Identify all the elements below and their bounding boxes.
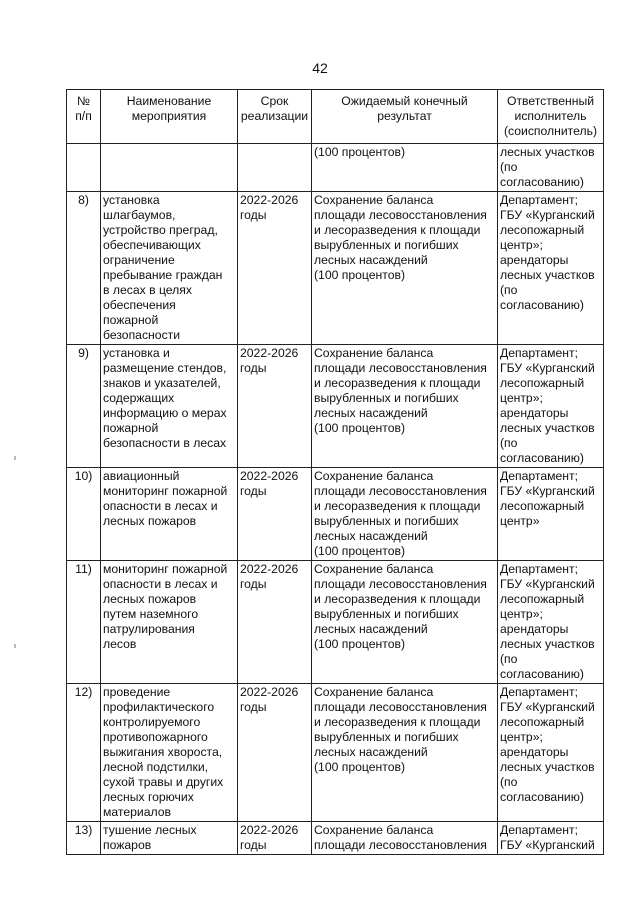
table-row — [67, 561, 604, 684]
row-term: 2022-2026 годы — [238, 468, 312, 561]
row-event-name: авиационный мониторинг пожарной опасности в лесах и лесных пожаров — [101, 468, 238, 561]
row-expected-result: Сохранение баланса площади лесовосстановления и лесоразведения к площади вырубленных и погибших лесных насаждений (100 процентов) — [312, 561, 498, 684]
header-expected-result: Ожидаемый конечный результат — [312, 90, 498, 144]
row-event-name: установка и размещение стендов, знаков и указателей, содержащих информацию о мерах пожарной безопасности в лесах — [101, 345, 238, 468]
header-event-name: Наименование мероприятия — [101, 90, 238, 144]
row-expected-result: (100 процентов) — [312, 144, 498, 192]
row-event-name: тушение лесных пожаров — [101, 822, 238, 855]
row-number: 10) — [67, 468, 101, 561]
events-table — [66, 89, 604, 855]
row-executor: Департамент; ГБУ «Курганский лесопожарный центр»; арендаторы лесных участков (по согласованию) — [498, 684, 604, 822]
page-number: 42 — [312, 60, 328, 76]
row-term: 2022-2026 годы — [238, 684, 312, 822]
header-term: Срок реализации — [238, 90, 312, 144]
row-event-name — [101, 144, 238, 192]
table-header-row — [67, 90, 604, 144]
row-number: 12) — [67, 684, 101, 822]
table-row — [67, 822, 604, 855]
row-term: 2022-2026 годы — [238, 345, 312, 468]
table-row — [67, 192, 604, 345]
row-term: 2022-2026 годы — [238, 561, 312, 684]
row-executor: Департамент; ГБУ «Курганский лесопожарный центр» — [498, 468, 604, 561]
row-executor: Департамент; ГБУ «Курганский лесопожарный центр»; арендаторы лесных участков (по согласованию) — [498, 561, 604, 684]
row-number: 8) — [67, 192, 101, 345]
row-expected-result: Сохранение баланса площади лесовосстановления и лесоразведения к площади вырубленных и погибших лесных насаждений (100 процентов) — [312, 345, 498, 468]
row-term: 2022-2026 годы — [238, 822, 312, 855]
header-executor: Ответственный исполнитель (соисполнитель) — [498, 90, 604, 144]
row-event-name: проведение профилактического контролируемого противопожарного выжигания хвороста, лесной подстилки, сухой травы и других лесных горючих материалов — [101, 684, 238, 822]
scan-artifact — [14, 644, 16, 648]
row-event-name: установка шлагбаумов, устройство преград, обеспечивающих ограничение пребывание граждан в лесах в целях обеспечения пожарной безопасности — [101, 192, 238, 345]
row-event-name: мониторинг пожарной опасности в лесах и лесных пожаров путем наземного патрулирования лесов — [101, 561, 238, 684]
row-expected-result: Сохранение баланса площади лесовосстановления и лесоразведения к площади вырубленных и погибших лесных насаждений (100 процентов) — [312, 468, 498, 561]
row-executor: лесных участков (по согласованию) — [498, 144, 604, 192]
row-number: 13) — [67, 822, 101, 855]
row-term: 2022-2026 годы — [238, 192, 312, 345]
scan-artifact — [14, 456, 16, 460]
table-row — [67, 144, 604, 192]
row-expected-result: Сохранение баланса площади лесовосстановления и лесоразведения к площади вырубленных и погибших лесных насаждений (100 процентов) — [312, 192, 498, 345]
row-term — [238, 144, 312, 192]
row-number: 9) — [67, 345, 101, 468]
row-executor: Департамент; ГБУ «Курганский лесопожарный центр»; арендаторы лесных участков (по согласованию) — [498, 345, 604, 468]
row-executor: Департамент; ГБУ «Курганский — [498, 822, 604, 855]
row-expected-result: Сохранение баланса площади лесовосстановления — [312, 822, 498, 855]
row-expected-result: Сохранение баланса площади лесовосстановления и лесоразведения к площади вырубленных и погибших лесных насаждений (100 процентов) — [312, 684, 498, 822]
row-number: 11) — [67, 561, 101, 684]
header-number: № п/п — [67, 90, 101, 144]
table-row — [67, 345, 604, 468]
table-row — [67, 468, 604, 561]
table-row — [67, 684, 604, 822]
row-number — [67, 144, 101, 192]
row-executor: Департамент; ГБУ «Курганский лесопожарный центр»; арендаторы лесных участков (по согласованию) — [498, 192, 604, 345]
